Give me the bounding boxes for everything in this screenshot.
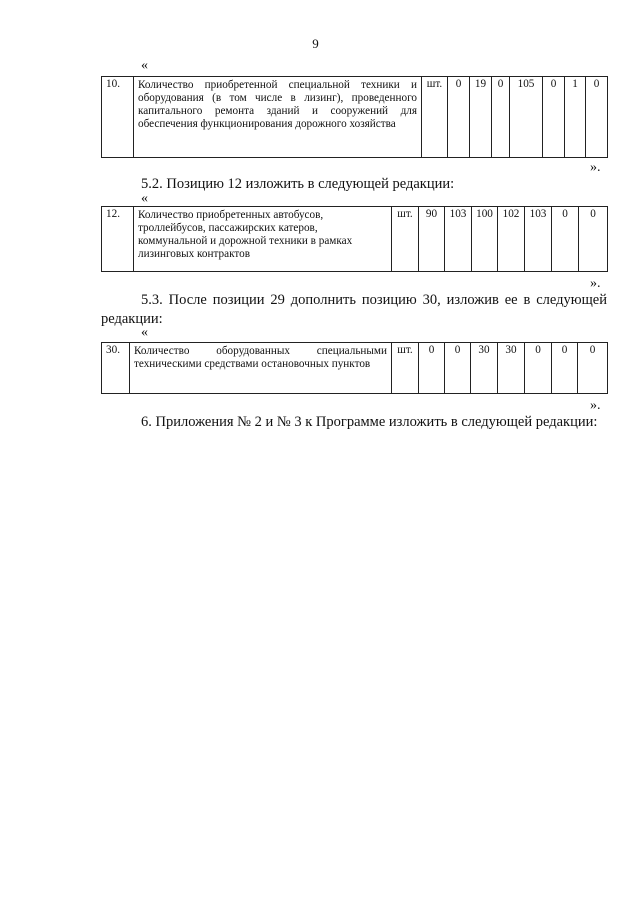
opening-quote: «: [141, 191, 148, 206]
closing-quote: ».: [590, 276, 601, 291]
page-number: 9: [312, 36, 319, 51]
paragraph-5-3-line1: 5.3. После позиции 29 дополнить позицию 30, изложив ее в следующей: [141, 292, 607, 308]
closing-quote: ».: [590, 398, 601, 413]
row-value: 0: [552, 207, 579, 272]
row-value: 100: [472, 207, 498, 272]
row-description: Количество приобретенных автобусов, троллейбусов, пассажирских катеров, коммунальной и дорожной техники в рамках лизинговых контрактов: [134, 207, 392, 272]
row-value: 0: [552, 343, 578, 394]
row-value: 0: [525, 343, 552, 394]
row-number: 12.: [102, 207, 134, 272]
paragraph-6: 6. Приложения № 2 и № 3 к Программе изложить в следующей редакции:: [141, 414, 598, 430]
row-value: 0: [586, 77, 608, 158]
row-value: 0: [445, 343, 471, 394]
opening-quote: «: [141, 58, 148, 73]
row-value: 105: [510, 77, 543, 158]
row-value: 0: [448, 77, 470, 158]
row-unit: шт.: [392, 343, 419, 394]
row-number: 30.: [102, 343, 130, 394]
row-value: 0: [492, 77, 510, 158]
row-value: 30: [471, 343, 498, 394]
opening-quote: «: [141, 325, 148, 340]
row-description: Количество приобретенной специальной техники и оборудования (в том числе в лизинг), проведенного капитального ремонта зданий и сооружений для обеспечения функционирования дорожного хозяйства: [134, 77, 422, 158]
table-row-10: [101, 76, 608, 158]
row-value: 90: [419, 207, 445, 272]
row-description: Количество оборудованных специальными техническими средствами остановочных пунктов: [130, 343, 392, 394]
row-value: 30: [498, 343, 525, 394]
row-value: 19: [470, 77, 492, 158]
row-value: 0: [579, 207, 608, 272]
row-value: 1: [565, 77, 586, 158]
paragraph-5-3-line2: редакции:: [101, 311, 163, 327]
row-value: 0: [419, 343, 445, 394]
row-value: 103: [525, 207, 552, 272]
row-number: 10.: [102, 77, 134, 158]
paragraph-5-2: 5.2. Позицию 12 изложить в следующей редакции:: [141, 176, 455, 192]
row-unit: шт.: [422, 77, 448, 158]
row-value: 103: [445, 207, 472, 272]
row-value: 0: [543, 77, 565, 158]
row-unit: шт.: [392, 207, 419, 272]
row-value: 102: [498, 207, 525, 272]
row-value: 0: [578, 343, 608, 394]
table-row-30: [101, 342, 608, 394]
closing-quote: ».: [590, 160, 601, 175]
table-row-12: [101, 206, 608, 272]
